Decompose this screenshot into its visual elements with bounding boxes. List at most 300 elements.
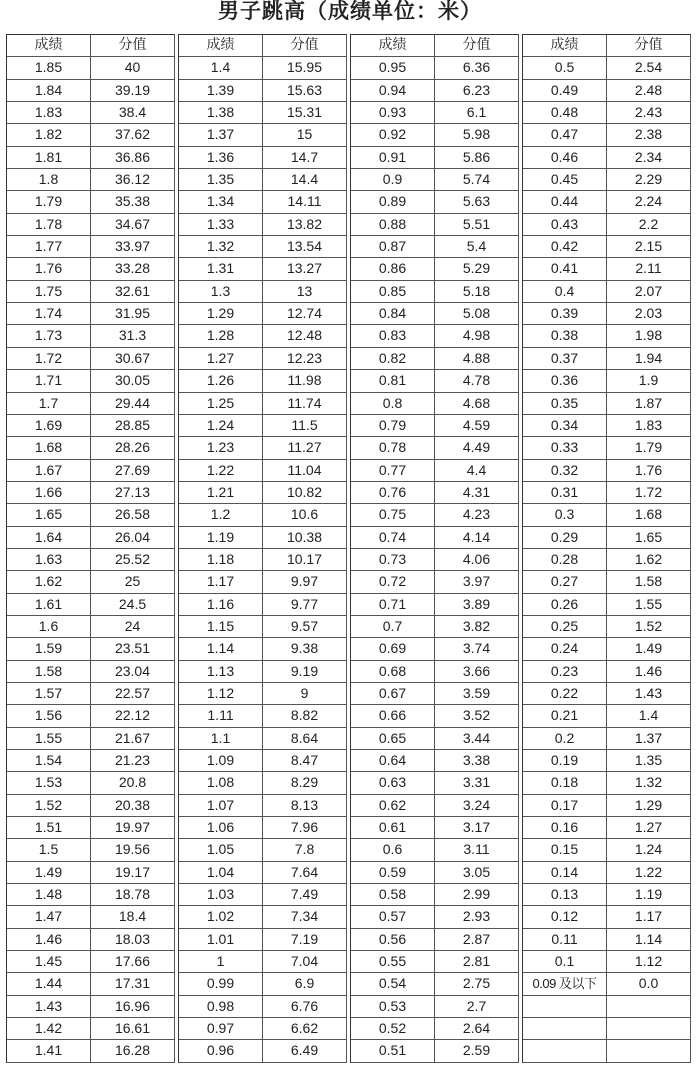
points-cell: 13.54 bbox=[263, 236, 347, 257]
points-cell: 37.62 bbox=[91, 124, 175, 145]
table-row bbox=[523, 951, 691, 973]
table-row bbox=[7, 303, 175, 325]
score-cell: 0.44 bbox=[523, 191, 607, 212]
points-cell: 14.4 bbox=[263, 169, 347, 190]
points-cell: 7.64 bbox=[263, 862, 347, 883]
table-row bbox=[351, 1018, 519, 1040]
score-cell: 0.75 bbox=[351, 504, 435, 525]
points-cell: 36.86 bbox=[91, 147, 175, 168]
score-cell: 0.53 bbox=[351, 996, 435, 1017]
score-cell: 0.42 bbox=[523, 236, 607, 257]
score-cell: 1.72 bbox=[7, 348, 91, 369]
points-cell: 1.35 bbox=[607, 750, 691, 771]
points-cell: 5.4 bbox=[435, 236, 519, 257]
table-row bbox=[523, 169, 691, 191]
points-cell: 3.31 bbox=[435, 772, 519, 793]
table-row bbox=[351, 638, 519, 660]
table-row bbox=[523, 705, 691, 727]
score-cell: 0.27 bbox=[523, 571, 607, 592]
table-row bbox=[7, 415, 175, 437]
table-row bbox=[179, 325, 347, 347]
points-cell: 19.56 bbox=[91, 839, 175, 860]
table-row bbox=[7, 795, 175, 817]
score-cell: 0.6 bbox=[351, 839, 435, 860]
score-cell: 0.76 bbox=[351, 482, 435, 503]
score-cell: 0.66 bbox=[351, 705, 435, 726]
score-cell bbox=[523, 1018, 607, 1039]
points-cell: 27.69 bbox=[91, 460, 175, 481]
points-cell: 5.98 bbox=[435, 124, 519, 145]
score-cell: 1.05 bbox=[179, 839, 263, 860]
score-cell: 0.41 bbox=[523, 258, 607, 279]
table-row bbox=[179, 772, 347, 794]
header-score: 成绩 bbox=[351, 35, 435, 56]
table-row bbox=[523, 80, 691, 102]
points-cell: 2.11 bbox=[607, 258, 691, 279]
points-cell: 2.87 bbox=[435, 929, 519, 950]
table-header-row bbox=[179, 35, 347, 57]
score-cell: 1.61 bbox=[7, 594, 91, 615]
points-cell: 29.44 bbox=[91, 393, 175, 414]
score-cell: 0.93 bbox=[351, 102, 435, 123]
table-row bbox=[351, 236, 519, 258]
table-row bbox=[179, 191, 347, 213]
points-cell: 2.64 bbox=[435, 1018, 519, 1039]
table-row bbox=[179, 482, 347, 504]
table-row bbox=[179, 594, 347, 616]
table-row bbox=[523, 437, 691, 459]
table-row bbox=[351, 348, 519, 370]
score-cell: 0.43 bbox=[523, 214, 607, 235]
table-row bbox=[523, 147, 691, 169]
score-cell: 1.11 bbox=[179, 705, 263, 726]
table-row bbox=[179, 147, 347, 169]
score-cell: 0.56 bbox=[351, 929, 435, 950]
table-row bbox=[351, 839, 519, 861]
score-cell: 0.32 bbox=[523, 460, 607, 481]
table-row bbox=[523, 460, 691, 482]
score-cell: 1.56 bbox=[7, 705, 91, 726]
table-row bbox=[351, 460, 519, 482]
table-row bbox=[179, 817, 347, 839]
score-cell: 1.26 bbox=[179, 370, 263, 391]
table-row bbox=[7, 951, 175, 973]
score-cell: 0.4 bbox=[523, 281, 607, 302]
points-cell: 11.5 bbox=[263, 415, 347, 436]
table-row bbox=[179, 683, 347, 705]
table-row bbox=[179, 616, 347, 638]
table-row bbox=[351, 482, 519, 504]
table-row bbox=[179, 415, 347, 437]
points-cell: 32.61 bbox=[91, 281, 175, 302]
points-cell: 12.74 bbox=[263, 303, 347, 324]
table-row bbox=[7, 839, 175, 861]
table-row bbox=[523, 571, 691, 593]
table-row bbox=[7, 191, 175, 213]
table-row bbox=[179, 705, 347, 727]
table-row bbox=[351, 102, 519, 124]
score-cell: 1.32 bbox=[179, 236, 263, 257]
table-row bbox=[523, 214, 691, 236]
table-row bbox=[523, 482, 691, 504]
score-cell: 1.5 bbox=[7, 839, 91, 860]
table-row bbox=[351, 169, 519, 191]
points-cell: 5.86 bbox=[435, 147, 519, 168]
table-row bbox=[179, 303, 347, 325]
table-block-4 bbox=[522, 34, 691, 1063]
table-row bbox=[179, 370, 347, 392]
points-cell: 2.7 bbox=[435, 996, 519, 1017]
score-cell: 1.3 bbox=[179, 281, 263, 302]
score-table bbox=[6, 34, 696, 1063]
points-cell: 1.29 bbox=[607, 795, 691, 816]
table-row bbox=[7, 661, 175, 683]
table-row bbox=[351, 929, 519, 951]
table-row bbox=[7, 236, 175, 258]
score-cell: 0.15 bbox=[523, 839, 607, 860]
table-row bbox=[523, 504, 691, 526]
table-row bbox=[7, 370, 175, 392]
score-cell: 0.67 bbox=[351, 683, 435, 704]
table-row bbox=[523, 325, 691, 347]
score-cell: 1.07 bbox=[179, 795, 263, 816]
table-row bbox=[351, 57, 519, 79]
score-cell: 1.33 bbox=[179, 214, 263, 235]
points-cell: 1.46 bbox=[607, 661, 691, 682]
score-cell: 1.29 bbox=[179, 303, 263, 324]
score-cell: 0.92 bbox=[351, 124, 435, 145]
points-cell: 3.05 bbox=[435, 862, 519, 883]
points-cell: 1.55 bbox=[607, 594, 691, 615]
score-cell: 0.1 bbox=[523, 951, 607, 972]
score-cell: 1.63 bbox=[7, 549, 91, 570]
score-cell: 0.39 bbox=[523, 303, 607, 324]
points-cell: 19.97 bbox=[91, 817, 175, 838]
page-title: 男子跳高（成绩单位：米） bbox=[218, 0, 482, 23]
score-cell: 1.01 bbox=[179, 929, 263, 950]
score-cell: 1.79 bbox=[7, 191, 91, 212]
points-cell: 1.9 bbox=[607, 370, 691, 391]
points-cell: 24 bbox=[91, 616, 175, 637]
score-cell: 1.04 bbox=[179, 862, 263, 883]
table-row bbox=[351, 504, 519, 526]
points-cell: 23.04 bbox=[91, 661, 175, 682]
points-cell: 2.93 bbox=[435, 906, 519, 927]
table-row bbox=[179, 348, 347, 370]
points-cell: 2.38 bbox=[607, 124, 691, 145]
table-row bbox=[523, 862, 691, 884]
score-cell: 1.25 bbox=[179, 393, 263, 414]
table-row bbox=[179, 661, 347, 683]
table-row bbox=[7, 996, 175, 1018]
points-cell: 20.8 bbox=[91, 772, 175, 793]
table-row bbox=[7, 862, 175, 884]
score-cell: 1.57 bbox=[7, 683, 91, 704]
points-cell: 5.51 bbox=[435, 214, 519, 235]
table-row bbox=[7, 728, 175, 750]
score-cell: 0.18 bbox=[523, 772, 607, 793]
score-cell: 0.34 bbox=[523, 415, 607, 436]
points-cell: 34.67 bbox=[91, 214, 175, 235]
points-cell: 1.49 bbox=[607, 638, 691, 659]
table-row bbox=[351, 214, 519, 236]
points-cell: 11.27 bbox=[263, 437, 347, 458]
points-cell: 8.82 bbox=[263, 705, 347, 726]
table-row bbox=[523, 906, 691, 928]
score-cell: 1.67 bbox=[7, 460, 91, 481]
points-cell: 13 bbox=[263, 281, 347, 302]
table-row bbox=[7, 594, 175, 616]
table-row bbox=[179, 973, 347, 995]
table-row bbox=[179, 862, 347, 884]
table-row bbox=[351, 124, 519, 146]
score-cell: 1.53 bbox=[7, 772, 91, 793]
table-row bbox=[523, 393, 691, 415]
score-cell: 1.42 bbox=[7, 1018, 91, 1039]
score-cell: 0.59 bbox=[351, 862, 435, 883]
table-row bbox=[7, 325, 175, 347]
points-cell: 5.29 bbox=[435, 258, 519, 279]
table-row bbox=[7, 772, 175, 794]
points-cell: 17.66 bbox=[91, 951, 175, 972]
points-cell: 7.04 bbox=[263, 951, 347, 972]
points-cell: 1.58 bbox=[607, 571, 691, 592]
points-cell: 1.52 bbox=[607, 616, 691, 637]
points-cell: 20.38 bbox=[91, 795, 175, 816]
score-cell: 1.82 bbox=[7, 124, 91, 145]
points-cell: 4.23 bbox=[435, 504, 519, 525]
table-row bbox=[7, 437, 175, 459]
table-row bbox=[7, 906, 175, 928]
score-cell: 1.75 bbox=[7, 281, 91, 302]
score-cell: 1.16 bbox=[179, 594, 263, 615]
score-cell: 0.91 bbox=[351, 147, 435, 168]
table-row bbox=[523, 661, 691, 683]
points-cell bbox=[607, 1018, 691, 1039]
table-row bbox=[523, 236, 691, 258]
score-cell: 0.82 bbox=[351, 348, 435, 369]
points-cell: 2.75 bbox=[435, 973, 519, 994]
score-cell: 1.14 bbox=[179, 638, 263, 659]
table-row bbox=[179, 393, 347, 415]
points-cell: 23.51 bbox=[91, 638, 175, 659]
table-row bbox=[351, 258, 519, 280]
points-cell: 22.57 bbox=[91, 683, 175, 704]
score-cell: 0.78 bbox=[351, 437, 435, 458]
points-cell: 1.62 bbox=[607, 549, 691, 570]
table-row bbox=[351, 906, 519, 928]
table-row bbox=[7, 929, 175, 951]
table-row bbox=[523, 258, 691, 280]
points-cell: 35.38 bbox=[91, 191, 175, 212]
points-cell: 1.27 bbox=[607, 817, 691, 838]
table-row bbox=[351, 817, 519, 839]
score-cell: 0.5 bbox=[523, 57, 607, 78]
score-cell: 1.59 bbox=[7, 638, 91, 659]
score-cell: 1.2 bbox=[179, 504, 263, 525]
table-row bbox=[179, 102, 347, 124]
header-score: 成绩 bbox=[179, 35, 263, 56]
table-row bbox=[523, 549, 691, 571]
table-row bbox=[179, 236, 347, 258]
score-cell: 0.11 bbox=[523, 929, 607, 950]
table-row bbox=[351, 750, 519, 772]
table-row bbox=[523, 817, 691, 839]
table-row bbox=[7, 705, 175, 727]
score-cell: 1.35 bbox=[179, 169, 263, 190]
points-cell: 33.97 bbox=[91, 236, 175, 257]
score-cell: 1.77 bbox=[7, 236, 91, 257]
table-row bbox=[351, 728, 519, 750]
table-row bbox=[179, 57, 347, 79]
score-cell: 0.24 bbox=[523, 638, 607, 659]
score-cell: 0.12 bbox=[523, 906, 607, 927]
table-row bbox=[351, 996, 519, 1018]
score-cell: 1.48 bbox=[7, 884, 91, 905]
score-cell: 0.98 bbox=[179, 996, 263, 1017]
score-cell: 1.02 bbox=[179, 906, 263, 927]
score-cell: 0.69 bbox=[351, 638, 435, 659]
points-cell: 3.82 bbox=[435, 616, 519, 637]
table-row bbox=[351, 370, 519, 392]
table-row bbox=[351, 437, 519, 459]
score-cell: 0.2 bbox=[523, 728, 607, 749]
score-cell: 1.41 bbox=[7, 1040, 91, 1061]
score-cell: 0.97 bbox=[179, 1018, 263, 1039]
points-cell: 15 bbox=[263, 124, 347, 145]
score-cell: 1.58 bbox=[7, 661, 91, 682]
score-cell: 1.54 bbox=[7, 750, 91, 771]
points-cell: 16.61 bbox=[91, 1018, 175, 1039]
table-row bbox=[7, 571, 175, 593]
score-cell: 1.62 bbox=[7, 571, 91, 592]
table-row bbox=[179, 549, 347, 571]
points-cell: 11.74 bbox=[263, 393, 347, 414]
score-cell: 1.12 bbox=[179, 683, 263, 704]
points-cell: 1.68 bbox=[607, 504, 691, 525]
points-cell: 3.66 bbox=[435, 661, 519, 682]
score-cell bbox=[523, 996, 607, 1017]
points-cell: 2.43 bbox=[607, 102, 691, 123]
score-cell: 0.28 bbox=[523, 549, 607, 570]
score-cell: 1.66 bbox=[7, 482, 91, 503]
points-cell: 7.49 bbox=[263, 884, 347, 905]
table-row bbox=[7, 57, 175, 79]
table-block-3 bbox=[350, 34, 519, 1063]
points-cell: 2.99 bbox=[435, 884, 519, 905]
points-cell: 13.82 bbox=[263, 214, 347, 235]
score-cell: 0.79 bbox=[351, 415, 435, 436]
table-row bbox=[351, 616, 519, 638]
table-row bbox=[523, 1018, 691, 1040]
table-row bbox=[351, 281, 519, 303]
points-cell: 30.05 bbox=[91, 370, 175, 391]
points-cell: 2.2 bbox=[607, 214, 691, 235]
points-cell: 28.85 bbox=[91, 415, 175, 436]
points-cell: 7.8 bbox=[263, 839, 347, 860]
table-row bbox=[7, 281, 175, 303]
points-cell: 2.03 bbox=[607, 303, 691, 324]
score-cell: 1.39 bbox=[179, 80, 263, 101]
score-cell: 1.84 bbox=[7, 80, 91, 101]
score-cell: 1.76 bbox=[7, 258, 91, 279]
points-cell: 38.4 bbox=[91, 102, 175, 123]
score-cell: 0.87 bbox=[351, 236, 435, 257]
points-cell: 12.23 bbox=[263, 348, 347, 369]
table-row bbox=[7, 102, 175, 124]
table-row bbox=[523, 594, 691, 616]
table-row bbox=[523, 884, 691, 906]
score-cell: 0.65 bbox=[351, 728, 435, 749]
points-cell: 31.3 bbox=[91, 325, 175, 346]
table-row bbox=[7, 214, 175, 236]
table-row bbox=[179, 504, 347, 526]
table-row bbox=[351, 393, 519, 415]
score-cell: 1.51 bbox=[7, 817, 91, 838]
points-cell: 3.44 bbox=[435, 728, 519, 749]
points-cell: 4.88 bbox=[435, 348, 519, 369]
points-cell: 2.34 bbox=[607, 147, 691, 168]
points-cell: 4.4 bbox=[435, 460, 519, 481]
table-row bbox=[7, 460, 175, 482]
points-cell: 11.98 bbox=[263, 370, 347, 391]
points-cell: 9.57 bbox=[263, 616, 347, 637]
table-row bbox=[523, 996, 691, 1018]
points-cell: 4.49 bbox=[435, 437, 519, 458]
points-cell: 8.13 bbox=[263, 795, 347, 816]
table-row bbox=[7, 1018, 175, 1040]
table-row bbox=[7, 169, 175, 191]
score-cell: 0.35 bbox=[523, 393, 607, 414]
table-row bbox=[7, 482, 175, 504]
points-cell: 3.97 bbox=[435, 571, 519, 592]
table-row bbox=[179, 884, 347, 906]
table-row bbox=[351, 303, 519, 325]
points-cell: 1.76 bbox=[607, 460, 691, 481]
points-cell: 22.12 bbox=[91, 705, 175, 726]
table-row bbox=[7, 638, 175, 660]
table-row bbox=[523, 348, 691, 370]
points-cell: 14.11 bbox=[263, 191, 347, 212]
points-cell bbox=[607, 1040, 691, 1061]
points-cell: 1.87 bbox=[607, 393, 691, 414]
table-row bbox=[351, 973, 519, 995]
points-cell: 7.34 bbox=[263, 906, 347, 927]
score-cell: 1.34 bbox=[179, 191, 263, 212]
table-row bbox=[7, 258, 175, 280]
score-cell: 0.81 bbox=[351, 370, 435, 391]
table-row bbox=[7, 884, 175, 906]
table-row bbox=[523, 973, 691, 995]
score-cell: 0.46 bbox=[523, 147, 607, 168]
points-cell: 9.97 bbox=[263, 571, 347, 592]
score-cell: 0.73 bbox=[351, 549, 435, 570]
score-cell: 1.22 bbox=[179, 460, 263, 481]
points-cell: 13.27 bbox=[263, 258, 347, 279]
table-row bbox=[351, 415, 519, 437]
score-cell: 1.03 bbox=[179, 884, 263, 905]
score-cell: 0.68 bbox=[351, 661, 435, 682]
table-row bbox=[7, 750, 175, 772]
table-row bbox=[523, 638, 691, 660]
score-cell: 1.71 bbox=[7, 370, 91, 391]
score-cell: 1.68 bbox=[7, 437, 91, 458]
table-row bbox=[179, 929, 347, 951]
table-header-row bbox=[351, 35, 519, 57]
points-cell: 9.19 bbox=[263, 661, 347, 682]
score-cell: 0.31 bbox=[523, 482, 607, 503]
points-cell: 2.07 bbox=[607, 281, 691, 302]
